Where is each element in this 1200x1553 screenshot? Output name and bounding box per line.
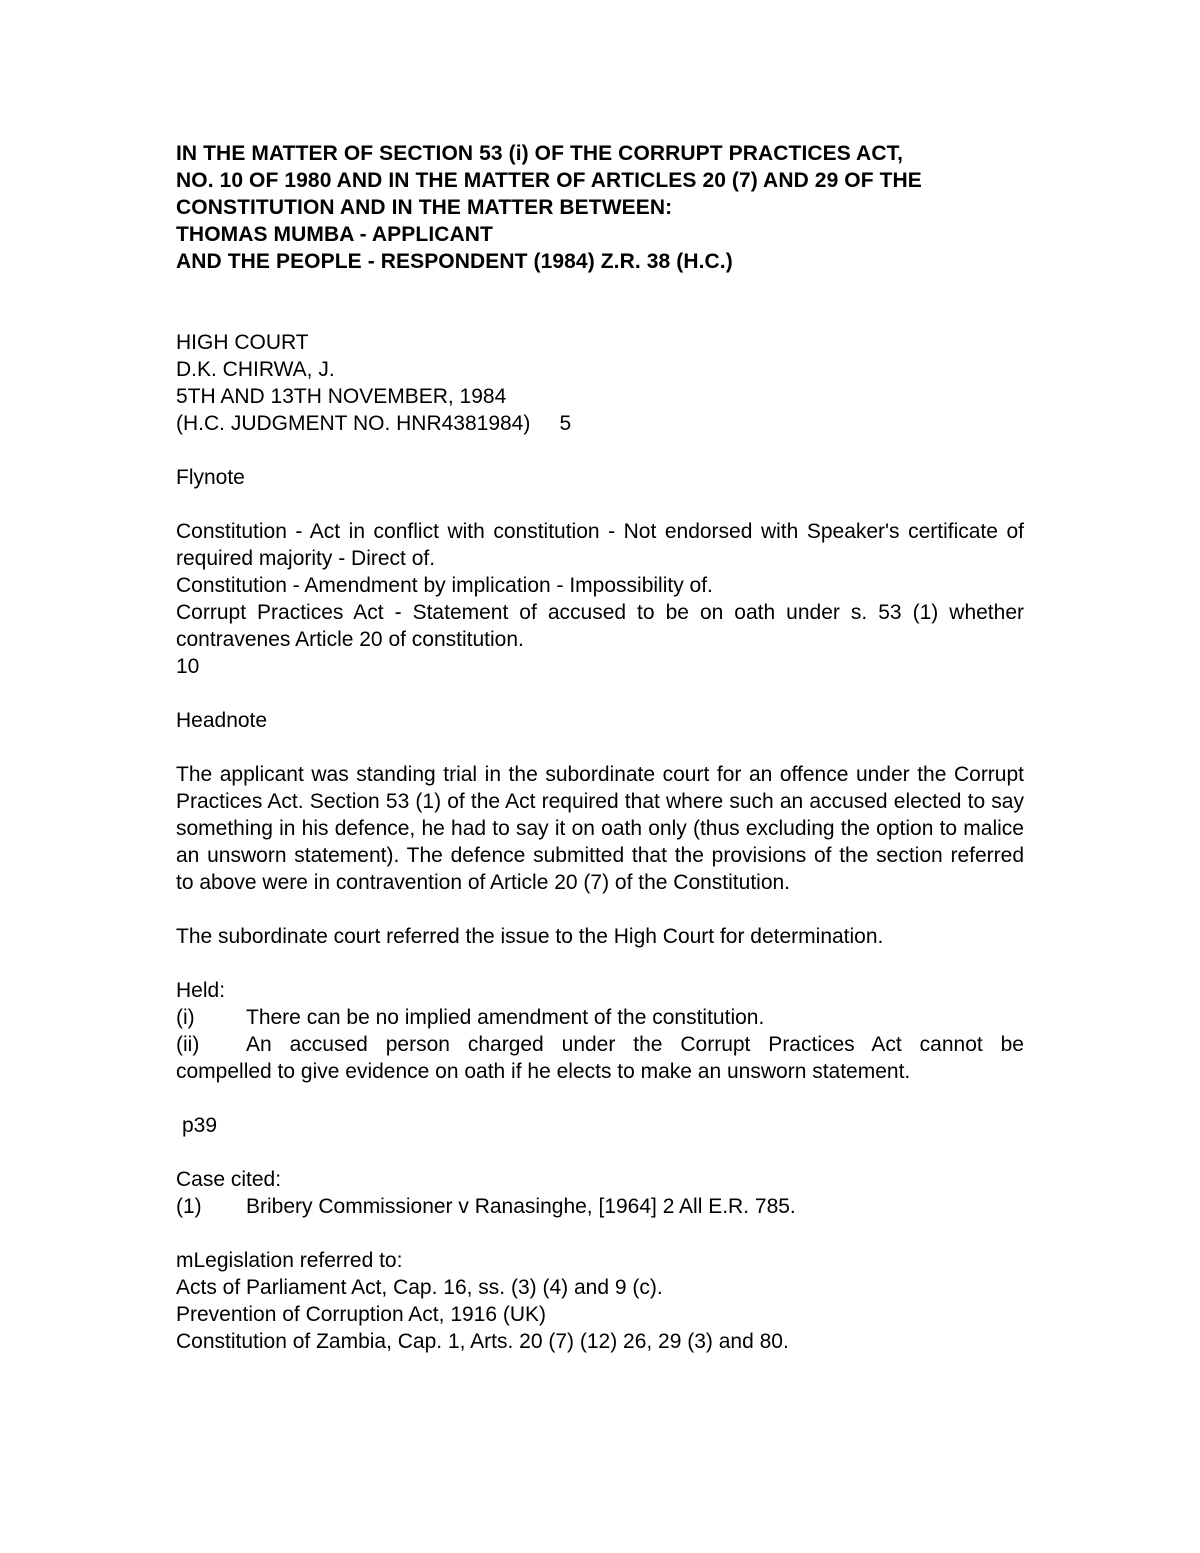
headnote-heading: Headnote (176, 709, 268, 732)
held-item-text-continued: compelled to give evidence on oath if he elects to make an unsworn statement. (176, 1060, 911, 1083)
case-meta (176, 329, 1024, 437)
flynote-line: Constitution - Amendment by implication - Impossibility of. (176, 574, 713, 597)
cases-heading: Case cited: (176, 1168, 282, 1191)
held-item-number: (ii) (176, 1033, 200, 1056)
title-line: IN THE MATTER OF SECTION 53 (i) OF THE CORRUPT PRACTICES ACT, (176, 142, 904, 165)
case-item-number: (1) (176, 1195, 202, 1218)
held-item-text: An accused person charged under the Corrupt Practices Act cannot be (246, 1033, 1024, 1056)
title-line: CONSTITUTION AND IN THE MATTER BETWEEN: (176, 196, 673, 219)
held-heading: Held: (176, 979, 226, 1002)
held-item-number: (i) (176, 1006, 195, 1029)
hearing-dates: 5TH AND 13TH NOVEMBER, 1984 (176, 385, 507, 408)
legislation-heading: mLegislation referred to: (176, 1249, 403, 1272)
headnote-paragraph: The subordinate court referred the issue to the High Court for determination. (176, 925, 884, 948)
legislation-line: Constitution of Zambia, Cap. 1, Arts. 20 (7) (12) 26, 29 (3) and 80. (176, 1330, 789, 1353)
legislation-line: Prevention of Corruption Act, 1916 (UK) (176, 1303, 547, 1326)
judgment-number: (H.C. JUDGMENT NO. HNR4381984) 5 (176, 412, 572, 435)
legislation-line: Acts of Parliament Act, Cap. 16, ss. (3) (4) and 9 (c). (176, 1276, 663, 1299)
title-line: THOMAS MUMBA - APPLICANT (176, 223, 493, 246)
court-name: HIGH COURT (176, 331, 309, 354)
held-item (176, 1004, 1024, 1031)
page-marker: p39 (182, 1114, 218, 1137)
case-item-text: Bribery Commissioner v Ranasinghe, [1964] 2 All E.R. 785. (246, 1195, 796, 1218)
flynote-line: Constitution - Act in conflict with constitution - Not endorsed with Speaker's certificate of required majority - Direct of. (176, 520, 1024, 570)
line-marker: 10 (176, 655, 200, 678)
case-title (176, 140, 1024, 275)
title-line: NO. 10 OF 1980 AND IN THE MATTER OF ARTICLES 20 (7) AND 29 OF THE (176, 169, 922, 192)
flynote-section (176, 518, 1024, 680)
headnote-paragraph: The applicant was standing trial in the subordinate court for an offence under the Corrupt Practices Act. Section 53 (1) of the Act required that where such an accused elected to say something in his defence, he had to say it on oath only (thus excluding the option to malice an unsworn statement). The defence submitted that the provisions of the section referred to above were in contravention of Article 20 (7) of the Constitution. (176, 763, 1024, 894)
judge-name: D.K. CHIRWA, J. (176, 358, 335, 381)
held-item (176, 1031, 1024, 1085)
flynote-line: Corrupt Practices Act - Statement of accused to be on oath under s. 53 (1) whether contravenes Article 20 of constitution. (176, 601, 1024, 651)
title-line: AND THE PEOPLE - RESPONDENT (1984) Z.R. 38 (H.C.) (176, 250, 733, 273)
document-page (176, 140, 1024, 1355)
held-item-text: There can be no implied amendment of the constitution. (246, 1006, 765, 1029)
flynote-heading: Flynote (176, 466, 245, 489)
case-item (176, 1193, 1024, 1220)
